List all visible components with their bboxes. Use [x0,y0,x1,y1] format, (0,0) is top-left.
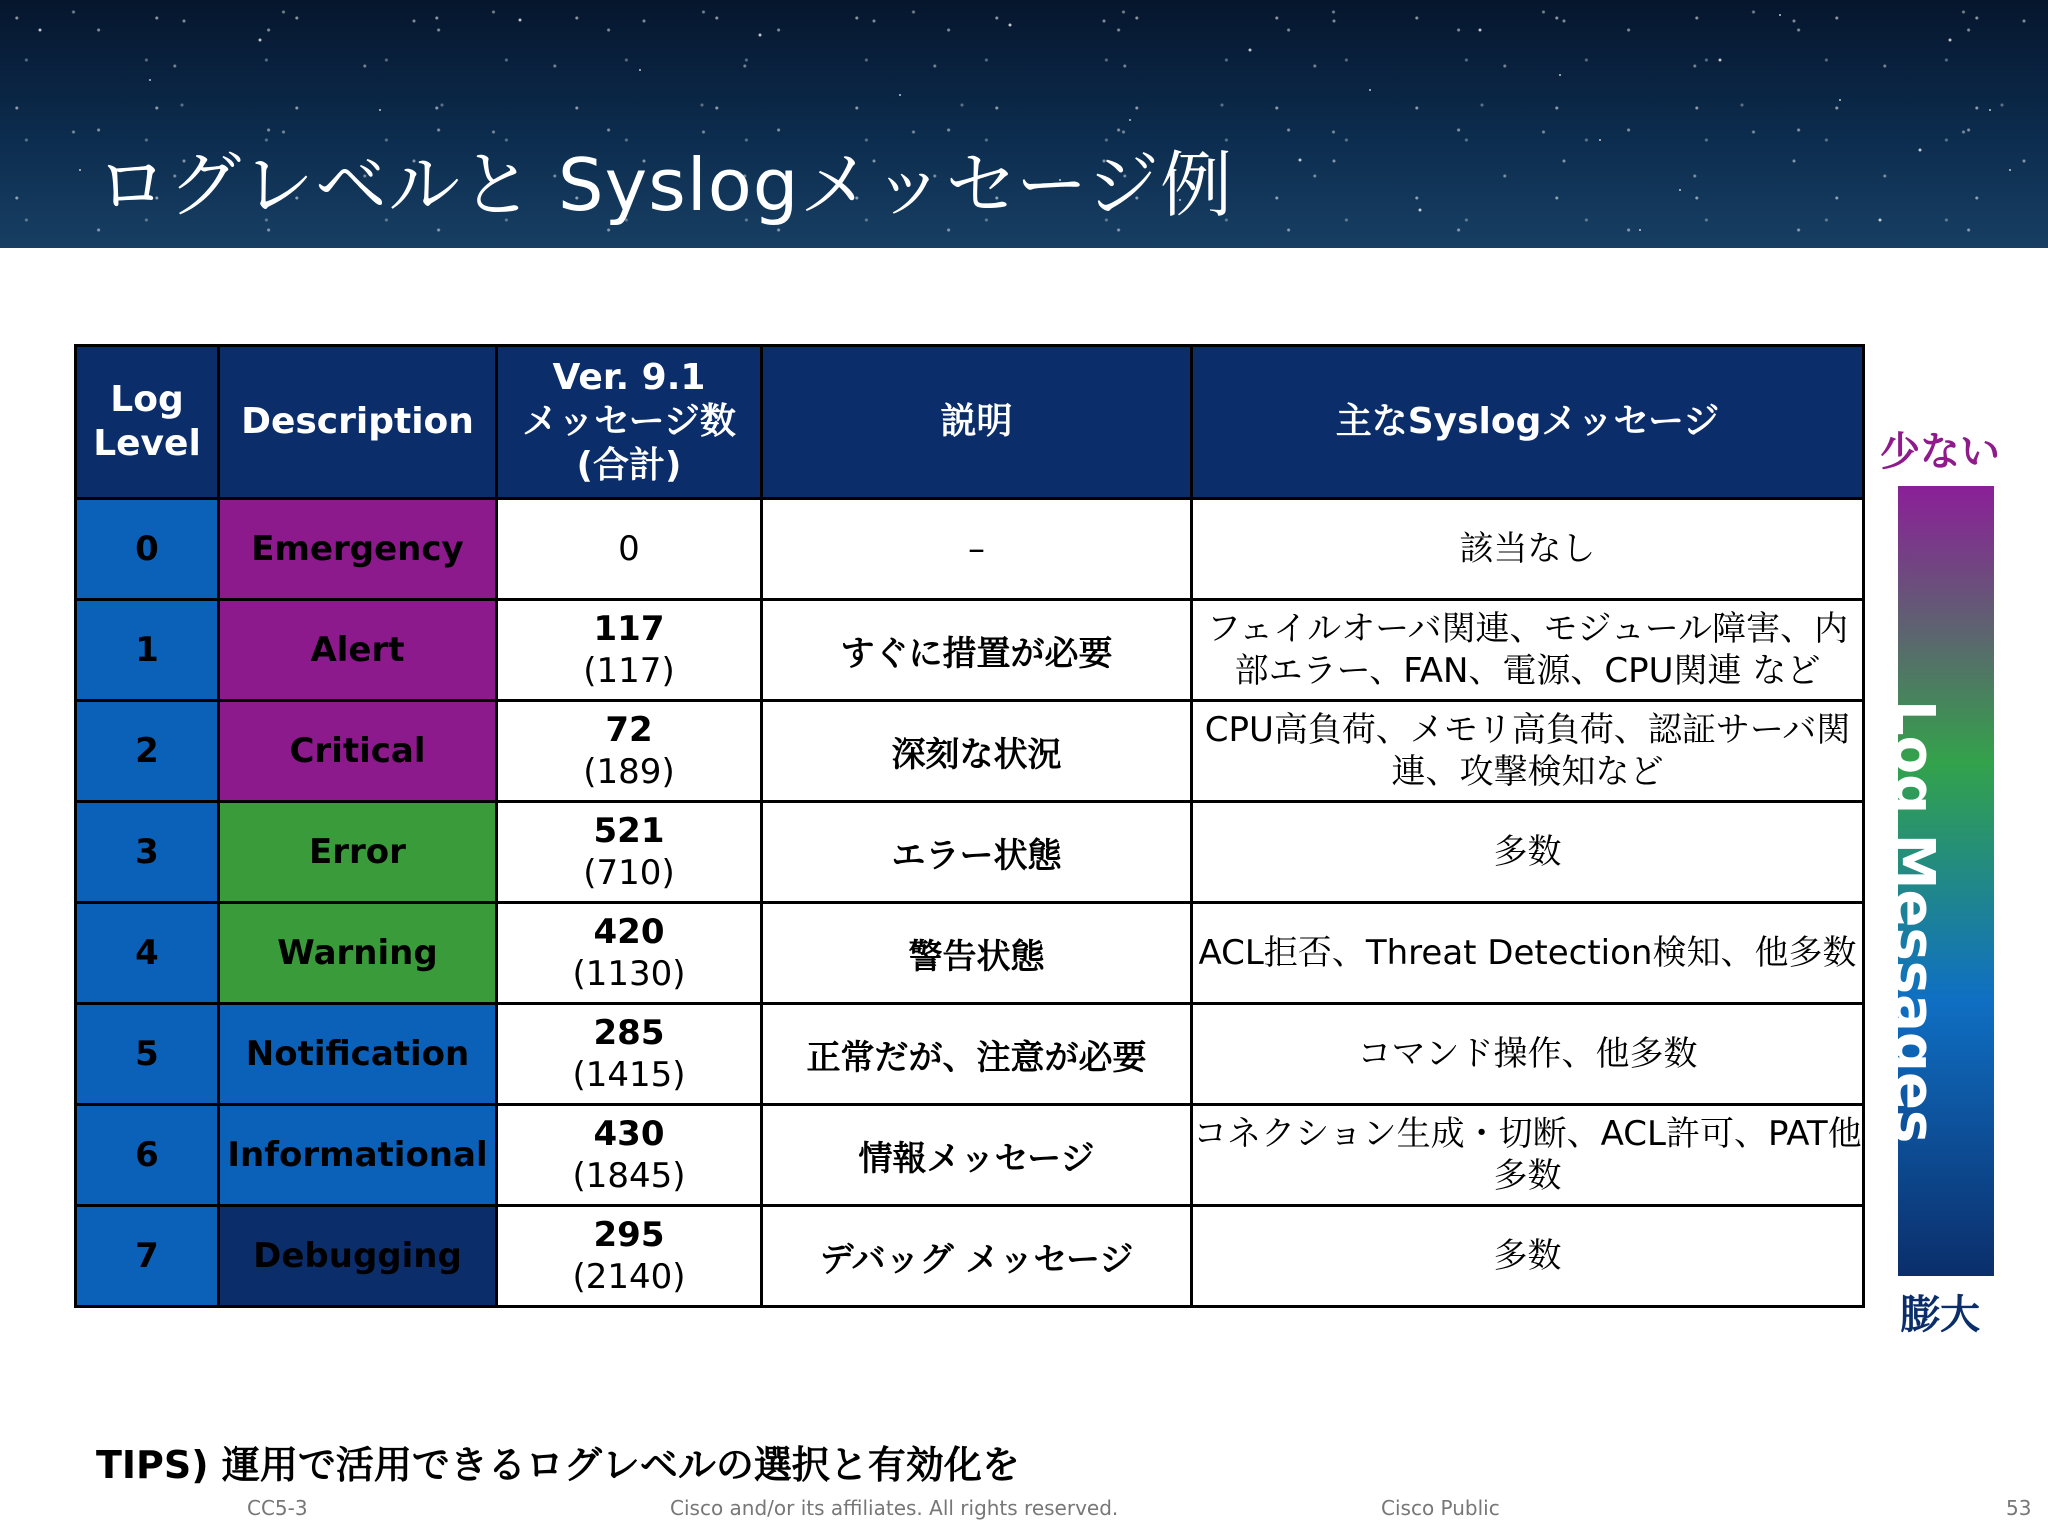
count-value: 285 [593,1013,665,1053]
description-cell: Alert [219,600,497,701]
description-cell: Notification [219,1004,497,1105]
count-cell [497,802,762,903]
table-row [76,903,1864,1004]
explanation-cell: 正常だが、注意が必要 [762,1004,1192,1105]
page-number: 53 [2006,1496,2032,1520]
count-cell [497,1105,762,1206]
footer-code: CC5-3 [247,1496,308,1520]
side-label-log-messages: Log Messages [1881,700,1946,1144]
count-value: 430 [593,1114,665,1154]
messages-cell: コネクション生成・切断、ACL許可、PAT他多数 [1192,1105,1864,1206]
header-messages: 主なSyslogメッセージ [1192,346,1864,499]
log-level-cell: 0 [76,499,219,600]
description-cell: Warning [219,903,497,1004]
side-label-many: 膨大 [1900,1292,1980,1338]
log-level-cell: 4 [76,903,219,1004]
header-log-level-line1: Log [110,379,184,420]
explanation-cell: すぐに措置が必要 [762,600,1192,701]
messages-cell: CPU高負荷、メモリ高負荷、認証サーバ関連、攻撃検知など [1192,701,1864,802]
explanation-cell: 警告状態 [762,903,1192,1004]
count-value: 72 [605,710,653,750]
tips-text: TIPS) 運用で活用できるログレベルの選択と有効化を [96,1443,1020,1487]
log-level-cell: 7 [76,1206,219,1307]
count-value: 117 [593,609,665,649]
count-total: (1845) [572,1156,686,1196]
table-row [76,701,1864,802]
count-total: (117) [583,651,675,691]
count-value: 521 [593,811,665,851]
table-row [76,600,1864,701]
explanation-cell: – [762,499,1192,600]
count-value: 295 [593,1215,665,1255]
messages-cell: フェイルオーバ関連、モジュール障害、内部エラー、FAN、電源、CPU関連 など [1192,600,1864,701]
log-level-cell: 3 [76,802,219,903]
messages-cell: コマンド操作、他多数 [1192,1004,1864,1105]
description-cell: Informational [219,1105,497,1206]
explanation-cell: エラー状態 [762,802,1192,903]
messages-cell: 多数 [1192,802,1864,903]
header-count-line3: (合計) [576,445,682,486]
explanation-cell: デバッグ メッセージ [762,1206,1192,1307]
log-level-table [74,344,1865,1308]
footer-copyright: Cisco and/or its affiliates. All rights reserved. [670,1496,1119,1520]
table-header-row [76,346,1864,499]
count-total: (1415) [572,1055,686,1095]
log-level-cell: 6 [76,1105,219,1206]
count-total: (710) [583,853,675,893]
log-level-cell: 2 [76,701,219,802]
page-title: ログレベルと Syslogメッセージ例 [96,143,1234,227]
messages-cell: 多数 [1192,1206,1864,1307]
table-row [76,802,1864,903]
description-cell: Emergency [219,499,497,600]
messages-cell: 該当なし [1192,499,1864,600]
header-log-level [76,346,219,499]
table-row [76,1206,1864,1307]
log-level-cell: 1 [76,600,219,701]
header-banner [0,0,2048,248]
description-cell: Error [219,802,497,903]
footer-classification: Cisco Public [1381,1496,1500,1520]
messages-cell: ACL拒否、Threat Detection検知、他多数 [1192,903,1864,1004]
header-count [497,346,762,499]
side-label-few: 少ない [1880,429,2000,475]
count-total: (1130) [572,954,686,994]
description-cell: Critical [219,701,497,802]
table-row [76,1105,1864,1206]
table-row [76,499,1864,600]
count-cell [497,1004,762,1105]
count-total: (189) [583,752,675,792]
header-count-line2: メッセージ数 [522,401,736,442]
count-cell [497,600,762,701]
header-count-line1: Ver. 9.1 [552,357,706,398]
header-explanation: 説明 [762,346,1192,499]
table-row [76,1004,1864,1105]
description-cell: Debugging [219,1206,497,1307]
count-value: 0 [618,529,640,569]
count-value: 420 [593,912,665,952]
log-level-cell: 5 [76,1004,219,1105]
explanation-cell: 深刻な状況 [762,701,1192,802]
count-cell [497,499,762,600]
header-description: Description [219,346,497,499]
header-log-level-line2: Level [93,423,201,464]
count-cell [497,903,762,1004]
count-total: (2140) [572,1257,686,1297]
explanation-cell: 情報メッセージ [762,1105,1192,1206]
count-cell [497,1206,762,1307]
count-cell [497,701,762,802]
